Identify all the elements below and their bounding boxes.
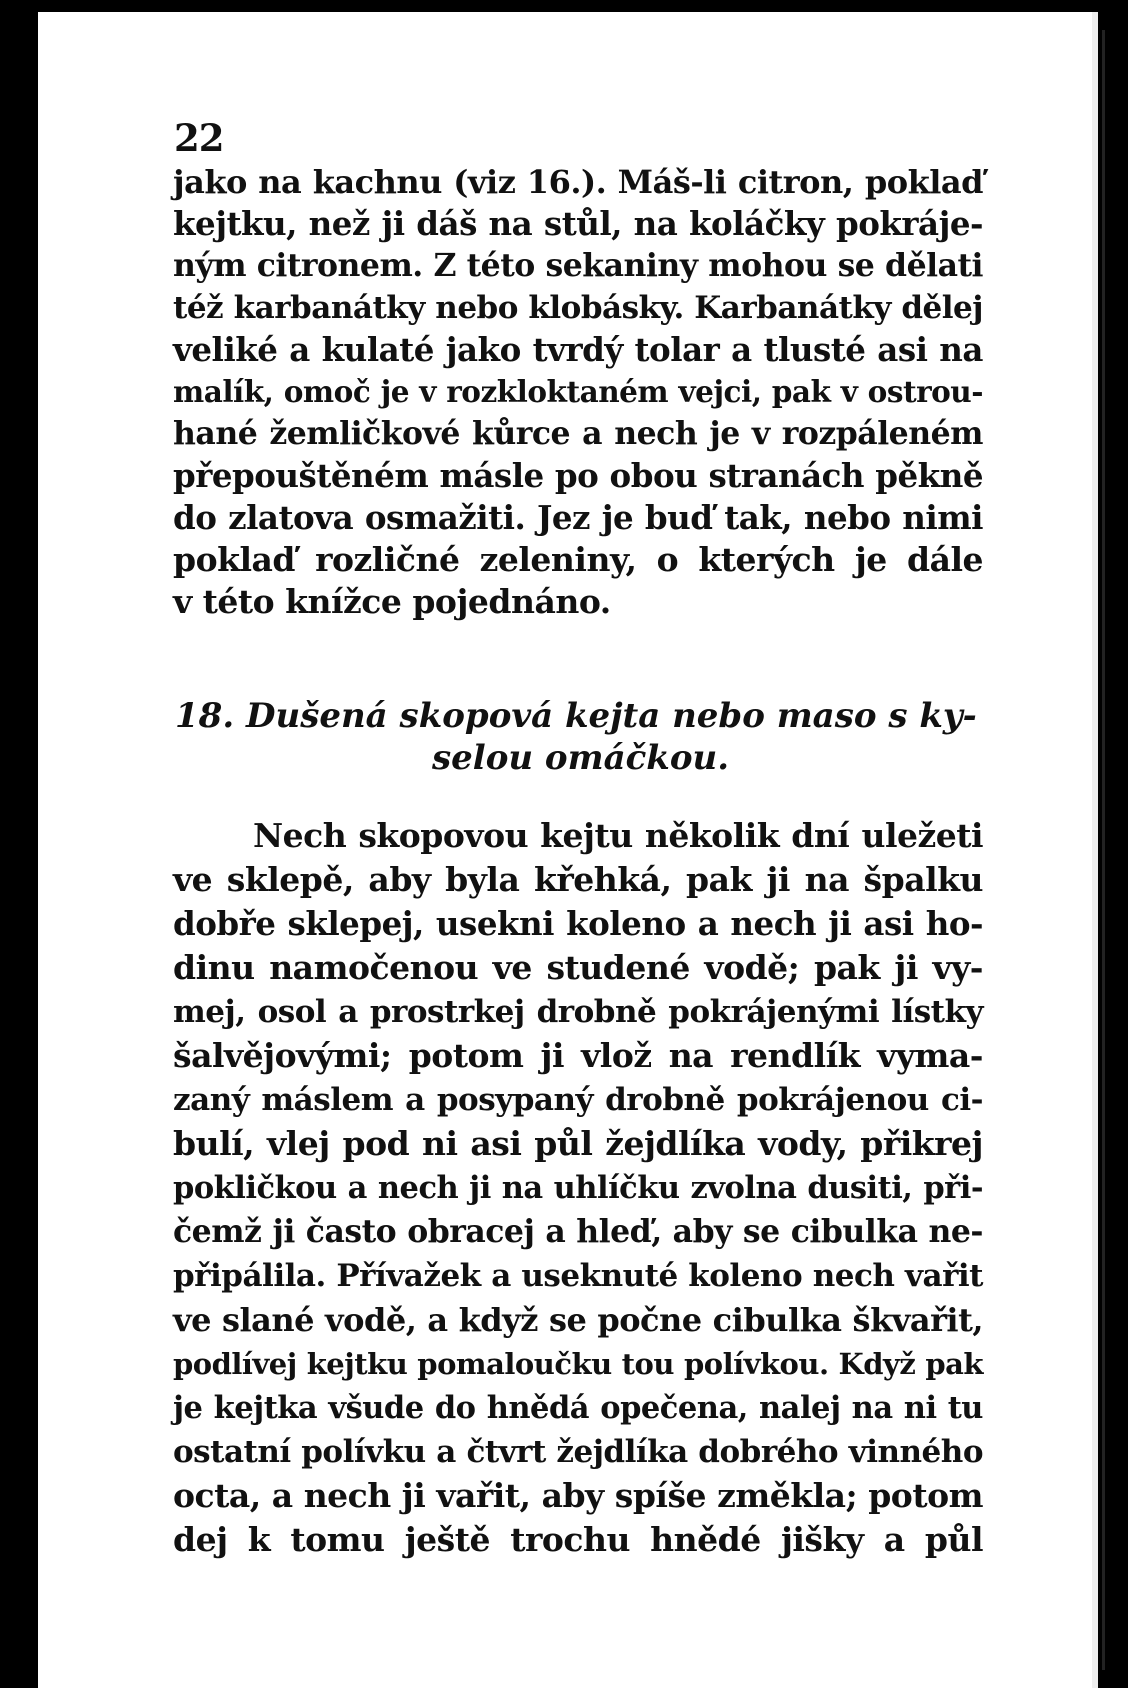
- text-line: octa, a nech ji vařit, aby spíše změkla; potom: [173, 1476, 983, 1515]
- text-line: zaný máslem a posypaný drobně pokrájenou ci-: [173, 1082, 983, 1118]
- text-line: kejtku, než ji dáš na stůl, na koláčky pokráje-: [173, 204, 983, 243]
- text-line: Nech skopovou kejtu několik dní uležeti: [253, 816, 983, 855]
- text-line: dej k tomu ještě trochu hnědé jišky a půl: [173, 1520, 983, 1559]
- text-line: čemž ji často obracej a hleď, aby se cibulka ne-: [173, 1213, 983, 1250]
- text-line: dobře sklepej, usekni koleno a nech ji asi ho-: [173, 904, 983, 943]
- text-line: je kejtka všude do hnědá opečena, nalej na ni tu: [173, 1390, 983, 1426]
- text-line: v této knížce pojednáno.: [173, 582, 611, 621]
- text-line: připálila. Přívažek a useknuté koleno nech vařit: [173, 1258, 983, 1294]
- text-line: mej, osol a prostrkej drobně pokrájenými lístky: [173, 994, 983, 1030]
- text-line: do zlatova osmažiti. Jez je buď tak, nebo nimi: [173, 498, 983, 537]
- text-line: ným citronem. Z této sekaniny mohou se dělati: [173, 247, 983, 284]
- text-line: malík, omoč je v rozkloktaném vejci, pak v ostrou-: [173, 374, 983, 409]
- text-line: pokličkou a nech ji na uhlíčku zvolna dusiti, při-: [173, 1170, 983, 1206]
- page-edge-divider: [1102, 30, 1105, 1670]
- recipe-heading-continued: selou omáčkou.: [432, 738, 730, 778]
- page-number: 22: [174, 116, 224, 160]
- text-line: též karbanátky nebo klobásky. Karbanátky dělej: [173, 290, 983, 326]
- text-line: veliké a kulaté jako tvrdý tolar a tlusté asi na: [173, 330, 983, 369]
- text-line: poklaď rozličné zeleniny, o kterých je dále: [173, 540, 983, 579]
- text-line: dinu namočenou ve studené vodě; pak ji vy-: [173, 948, 983, 987]
- text-line: ve sklepě, aby byla křehká, pak ji na špalku: [173, 860, 983, 899]
- text-line: bulí, vlej pod ni asi půl žejdlíka vody, přikrej: [173, 1124, 983, 1163]
- text-line: hané žemličkové kůrce a nech je v rozpáleném: [173, 415, 983, 452]
- text-line: přepouštěném másle po obou stranách pěkně: [173, 456, 983, 495]
- recipe-heading: 18. Dušená skopová kejta nebo maso s ky-: [175, 696, 977, 736]
- text-line: šalvějovými; potom ji vlož na rendlík vyma-: [173, 1036, 983, 1075]
- text-line: ostatní polívku a čtvrt žejdlíka dobrého vinného: [173, 1434, 983, 1470]
- text-line: podlívej kejtku pomaloučku tou polívkou. Když pak: [173, 1347, 983, 1381]
- text-line: ve slané vodě, a když se počne cibulka škvařit,: [173, 1301, 983, 1339]
- text-line: jako na kachnu (viz 16.). Máš-li citron, poklaď: [173, 163, 983, 201]
